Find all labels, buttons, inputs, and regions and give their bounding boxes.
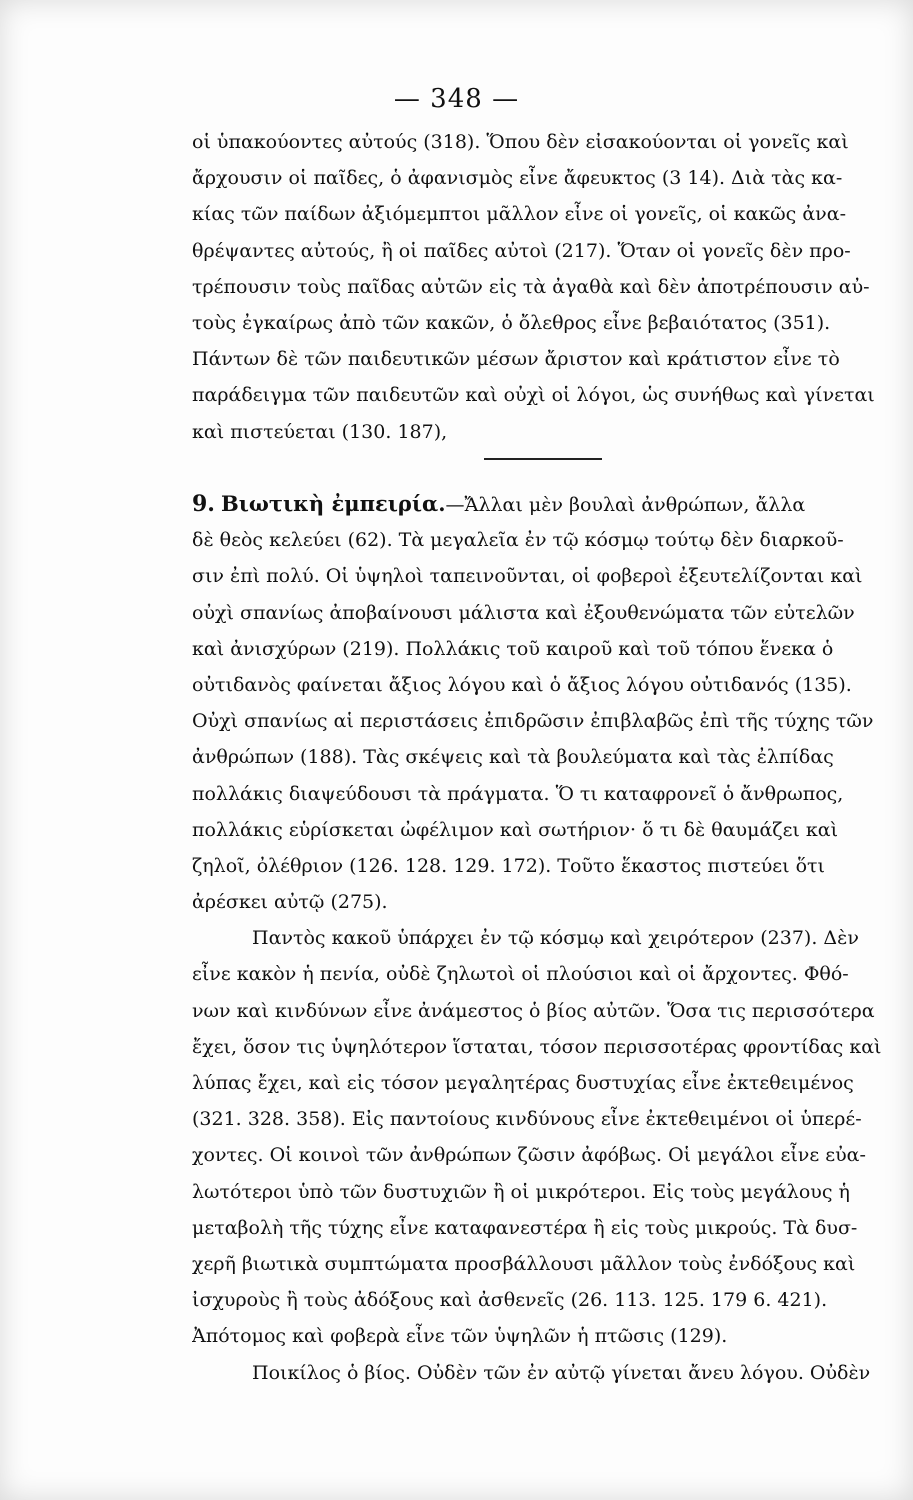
text-line: παράδειγμα τῶν παιδευτῶν καὶ οὐχὶ οἱ λόγοι, ὡς συνήθως καὶ γίνεται <box>192 384 875 407</box>
text-line: ἰσχυροὺς ἢ τοὺς ἀδόξους καὶ ἀσθενεῖς (26. 113. 125. 179 6. 421). <box>192 1289 828 1312</box>
text-line: ἀρέσκει αὐτῷ (275). <box>192 891 388 914</box>
paragraph-parenting <box>192 124 892 450</box>
text-line: νων καὶ κινδύνων εἶνε ἀνάμεστος ὁ βίος αὐτῶν. Ὅσα τις περισσότερα <box>192 999 875 1022</box>
text-line: λύπας ἔχει, καὶ εἰς τόσον μεγαλητέρας δυστυχίας εἶνε ἐκτεθειμένος <box>192 1072 854 1094</box>
text-line: Ἀπότομος καὶ φοβερὰ εἶνε τῶν ὑψηλῶν ἡ πτῶσις (129). <box>192 1325 728 1348</box>
section-heading-line <box>192 486 892 522</box>
section-life-experience <box>192 486 892 1391</box>
text-line: πολλάκις εὑρίσκεται ὠφέλιμον καὶ σωτήριον· ὅ τι δὲ θαυμάζει καὶ <box>192 818 839 841</box>
text-line: λωτότεροι ὑπὸ τῶν δυστυχιῶν ἢ οἱ μικρότεροι. Εἰς τοὺς μεγάλους ἡ <box>192 1180 850 1203</box>
text-line: καὶ ἀνισχύρων (219). Πολλάκις τοῦ καιροῦ καὶ τοῦ τόπου ἕνεκα ὁ <box>192 637 834 660</box>
text-line: Ποικίλος ὁ βίος. Οὐδὲν τῶν ἐν αὐτῷ γίνεται ἄνευ λόγου. Οὐδὲν <box>252 1361 871 1384</box>
text-line: ἄρχουσιν οἱ παῖδες, ὁ ἀφανισμὸς εἶνε ἄφευκτος (3 14). Διὰ τὰς κα- <box>192 167 843 190</box>
text-line: πολλάκις διαψεύδουσι τὰ πράγματα. Ὅ τι καταφρονεῖ ὁ ἄνθρωπος, <box>192 782 844 805</box>
section-first-line: —Ἄλλαι μὲν βουλαὶ ἀνθρώπων, ἄλλα <box>445 494 806 516</box>
text-line: Πάντων δὲ τῶν παιδευτικῶν μέσων ἄριστον καὶ κράτιστον εἶνε τὸ <box>192 348 840 371</box>
text-line: τοὺς ἐγκαίρως ἀπὸ τῶν κακῶν, ὁ ὄλεθρος εἶνε βεβαιότατος (351). <box>192 311 831 334</box>
text-line: τρέπουσιν τοὺς παῖδας αὐτῶν εἰς τὰ ἀγαθὰ καὶ δὲν ἀποτρέπουσιν αὐ- <box>192 275 870 298</box>
section-number: 9. <box>192 491 215 517</box>
text-line: χοντες. Οἱ κοινοὶ τῶν ἀνθρώπων ζῶσιν ἀφόβως. Οἱ μεγάλοι εἶνε εὐα- <box>192 1144 866 1167</box>
text-line: δὲ θεὸς κελεύει (62). Τὰ μεγαλεῖα ἐν τῷ κόσμῳ τούτῳ δὲν διαρκοῦ- <box>192 529 844 552</box>
text-line: οὐχὶ σπανίως ἀποβαίνουσι μάλιστα καὶ ἐξουθενώματα τῶν εὐτελῶν <box>192 601 855 624</box>
text-line: καὶ πιστεύεται (130. 187), <box>192 420 448 443</box>
page-number: — 348 — <box>393 84 520 114</box>
text-line: οἱ ὑπακούοντες αὐτούς (318). Ὅπου δὲν εἰσακούονται οἱ γονεῖς καὶ <box>192 131 849 153</box>
section-divider <box>484 458 602 460</box>
text-line: μεταβολὴ τῆς τύχης εἶνε καταφανεστέρα ἢ εἰς τοὺς μικρούς. Τὰ δυσ- <box>192 1216 858 1239</box>
text-line: Οὐχὶ σπανίως αἱ περιστάσεις ἐπιδρῶσιν ἐπιβλαβῶς ἐπὶ τῆς τύχης τῶν <box>192 710 874 733</box>
text-line: σιν ἐπὶ πολύ. Οἱ ὑψηλοὶ ταπεινοῦνται, οἱ φοβεροὶ ἐξευτελίζονται καὶ <box>192 565 863 588</box>
text-line: ἀνθρώπων (188). Τὰς σκέψεις καὶ τὰ βουλεύματα καὶ τὰς ἐλπίδας <box>192 746 834 769</box>
text-line: ἔχει, ὅσον τις ὑψηλότερον ἵσταται, τόσον περισσοτέρας φροντίδας καὶ <box>192 1035 882 1058</box>
text-line: Παντὸς κακοῦ ὑπάρχει ἐν τῷ κόσμῳ καὶ χειρότερον (237). Δὲν <box>252 927 859 950</box>
text-line: θρέψαντες αὐτούς, ἢ οἱ παῖδες αὐτοὶ (217). Ὅταν οἱ γονεῖς δὲν προ- <box>192 239 851 262</box>
text-line: εἶνε κακὸν ἡ πενία, οὐδὲ ζηλωτοὶ οἱ πλούσιοι καὶ οἱ ἄρχοντες. Φθό- <box>192 963 849 986</box>
text-line: οὐτιδανὸς φαίνεται ἄξιος λόγου καὶ ὁ ἄξιος λόγου οὐτιδανός (135). <box>192 673 852 696</box>
text-line: ζηλοῖ, ὀλέθριον (126. 128. 129. 172). Τοῦτο ἕκαστος πιστεύει ὅτι <box>192 854 826 877</box>
section-title: Βιωτικὴ ἐμπειρία. <box>220 491 446 516</box>
text-line: χερῆ βιωτικὰ συμπτώματα προσβάλλουσι μᾶλλον τοὺς ἐνδόξους καὶ <box>192 1252 856 1275</box>
text-line: (321. 328. 358). Εἰς παντοίους κινδύνους εἶνε ἐκτεθειμένοι οἱ ὑπερέ- <box>192 1108 862 1131</box>
text-line: κίας τῶν παίδων ἀξιόμεμπτοι μᾶλλον εἶνε οἱ γονεῖς, οἱ κακῶς ἀνα- <box>192 203 846 226</box>
